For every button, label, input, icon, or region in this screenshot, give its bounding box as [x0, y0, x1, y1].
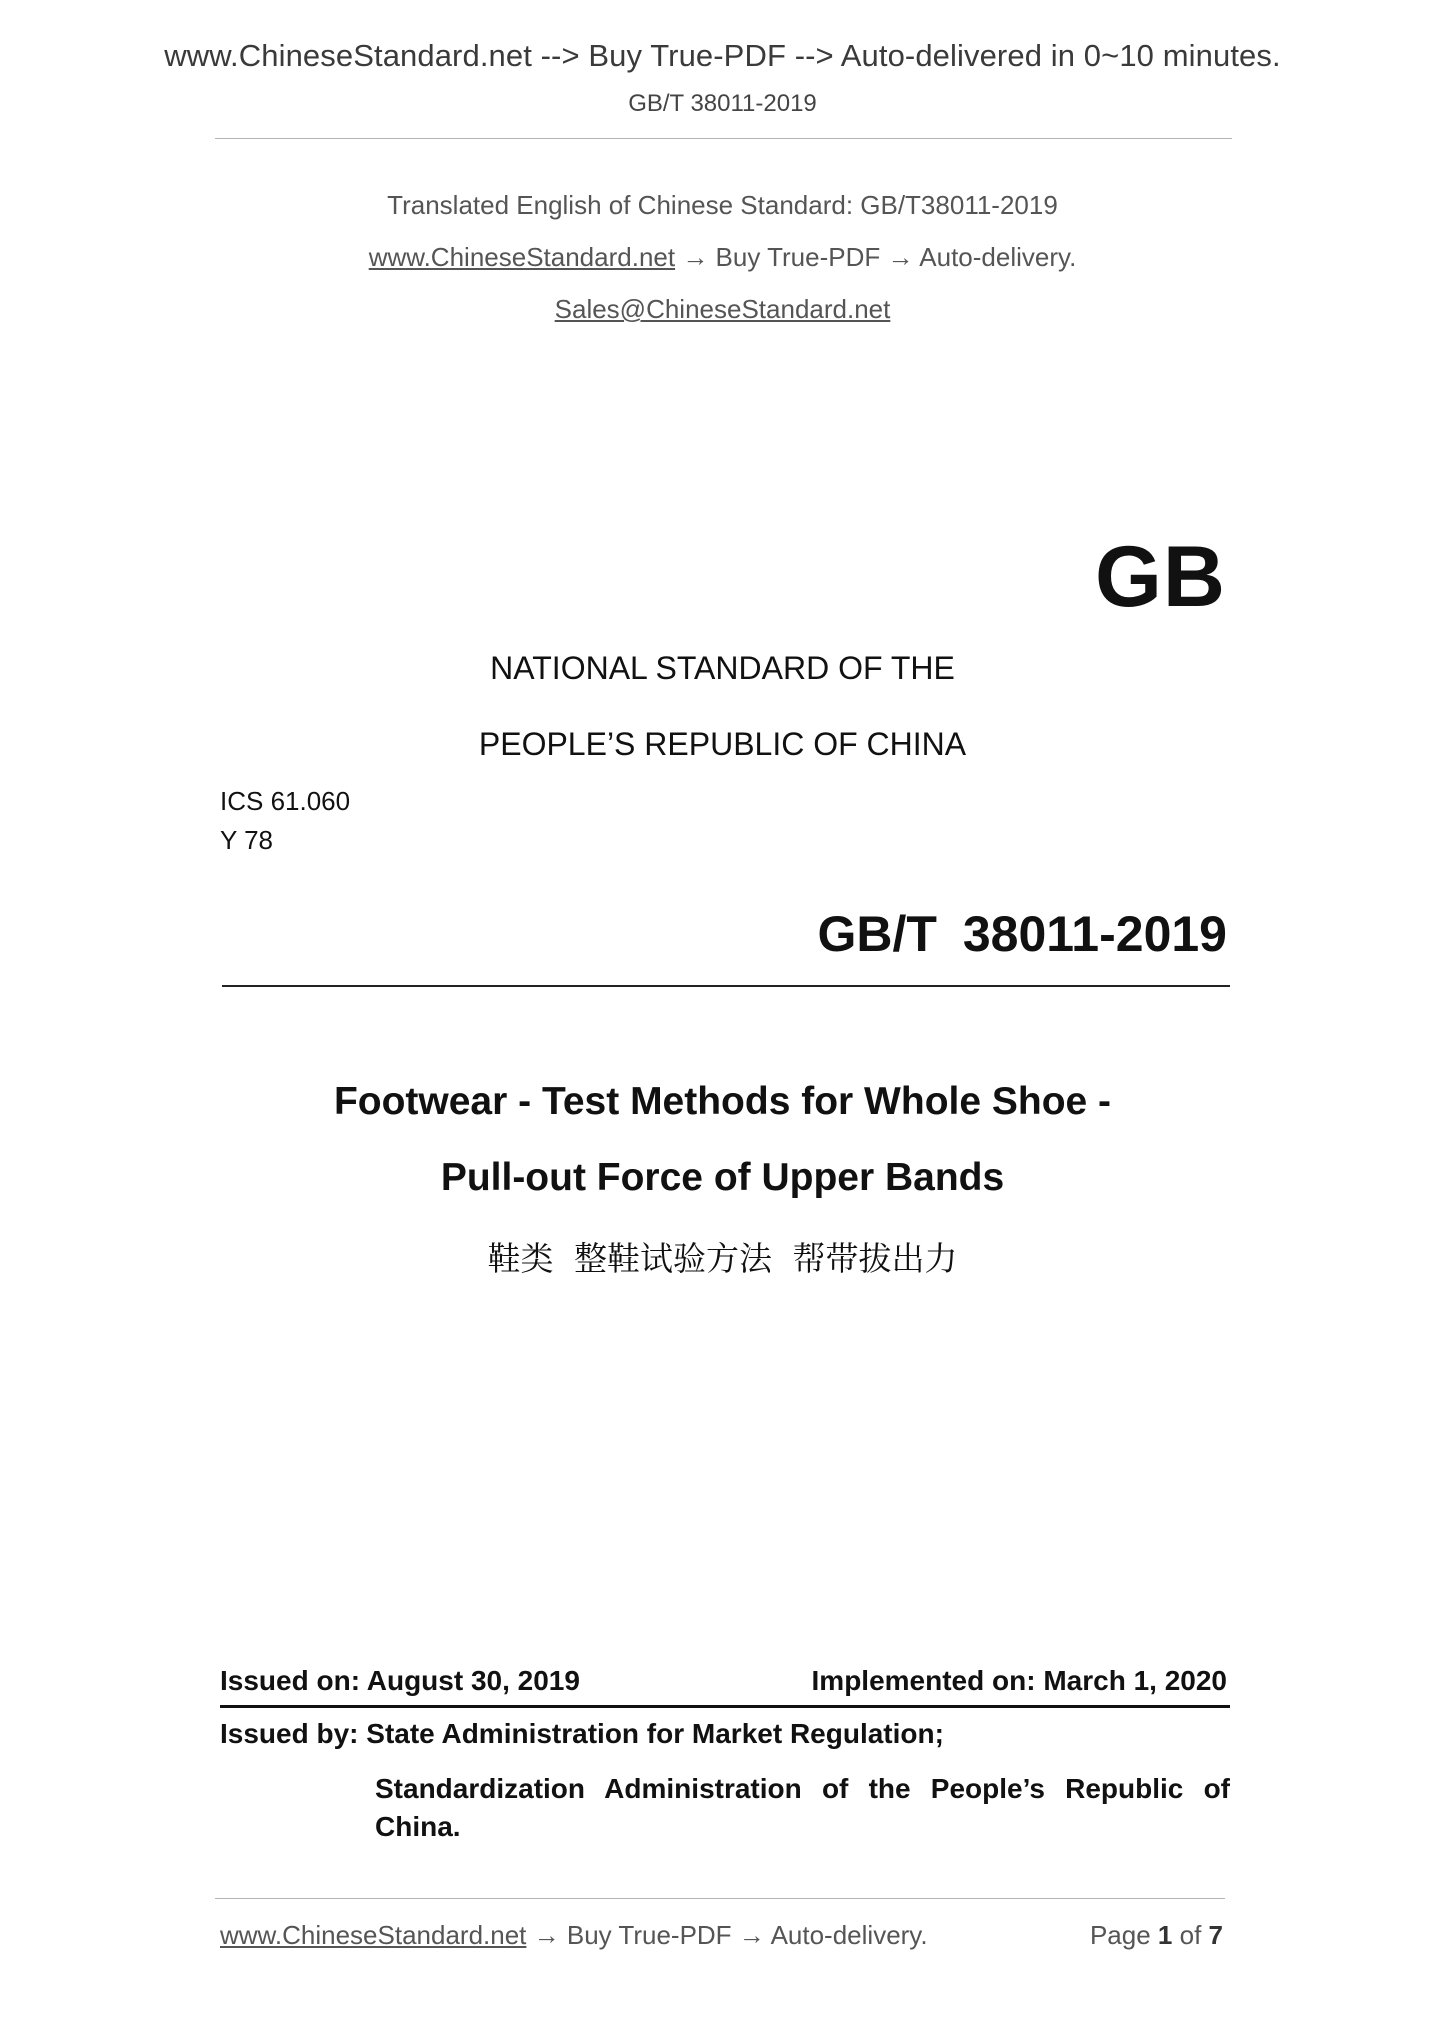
national-standard-line-1: NATIONAL STANDARD OF THE	[490, 650, 955, 686]
footer-divider	[215, 1898, 1225, 1899]
implemented-on-date: Implemented on: March 1, 2020	[811, 1665, 1227, 1696]
ics-code: ICS 61.060	[220, 786, 351, 816]
title-english-line-1: Footwear - Test Methods for Whole Shoe -	[333, 1080, 1112, 1123]
footer-delivery-text: → Buy True-PDF → Auto-delivery.	[526, 1920, 928, 1950]
site-link[interactable]: www.ChineseStandard.net	[368, 242, 676, 272]
issued-by-line-2: Standardization Administration of the People’s Republic of	[375, 1773, 1230, 1804]
sales-notice	[0, 294, 1445, 325]
gb-logo: GB	[1095, 529, 1226, 625]
page-number: 1	[1157, 1920, 1173, 1950]
translated-notice: Translated English of Chinese Standard: GB/T38011-2019	[387, 190, 1058, 220]
national-standard-line-2: PEOPLE’S REPUBLIC OF CHINA	[478, 726, 967, 762]
page-indicator	[1090, 1920, 1223, 1951]
header-banner: www.ChineseStandard.net --> Buy True-PDF --> Auto-delivered in 0~10 minutes.	[164, 38, 1281, 73]
title-english-line-2: Pull-out Force of Upper Bands	[440, 1156, 1005, 1199]
delivery-notice	[0, 242, 1445, 273]
header-divider	[215, 138, 1232, 139]
of-label: of	[1179, 1920, 1202, 1950]
standard-number: GB/T 38011-2019	[817, 906, 1227, 962]
header-standard-code: GB/T 38011-2019	[628, 90, 817, 117]
issue-divider	[220, 1705, 1230, 1708]
footer-site-link[interactable]: www.ChineseStandard.net	[220, 1920, 527, 1950]
page-label: Page	[1089, 1920, 1151, 1950]
delivery-text: → Buy True-PDF → Auto-delivery.	[675, 242, 1077, 272]
standard-number-divider	[222, 985, 1230, 987]
footer-notice	[220, 1920, 928, 1951]
issued-on-date: Issued on: August 30, 2019	[220, 1665, 580, 1696]
classification-code: Y 78	[220, 825, 274, 855]
sales-email-link[interactable]: Sales@ChineseStandard.net	[554, 294, 891, 324]
total-pages: 7	[1208, 1920, 1223, 1950]
issued-by-line-3: China.	[375, 1811, 461, 1842]
issued-by: Issued by: State Administration for Market Regulation;	[220, 1718, 944, 1749]
title-chinese: 鞋类 整鞋试验方法 帮带拔出力	[487, 1239, 958, 1278]
